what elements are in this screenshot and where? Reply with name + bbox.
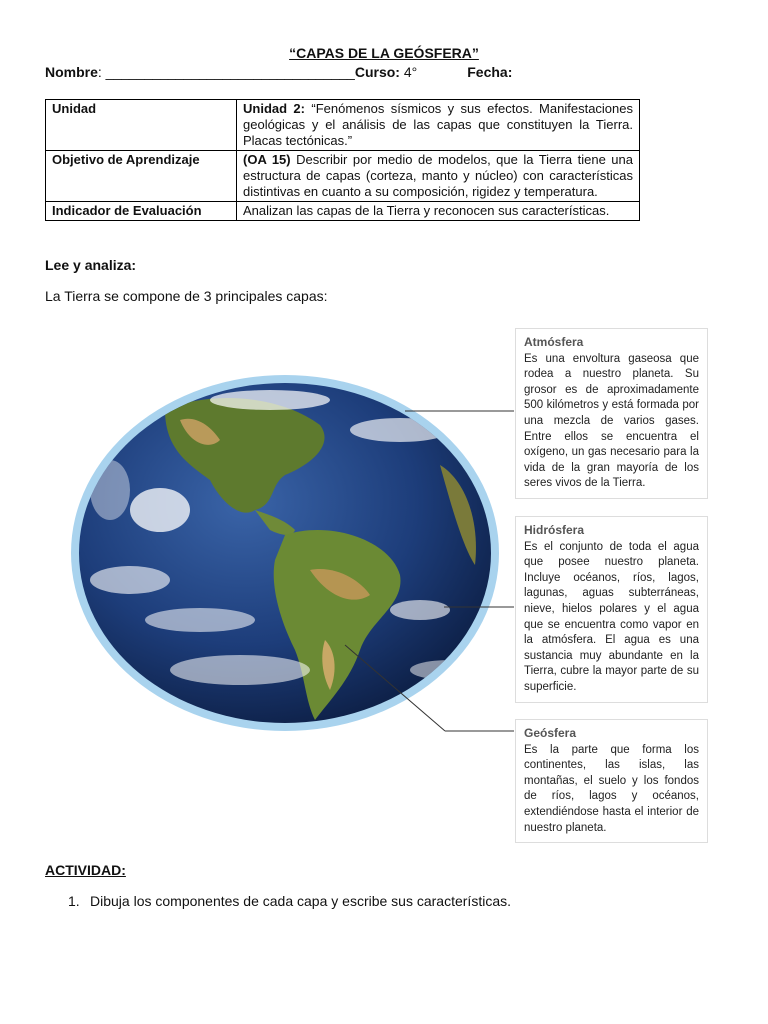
row-value-bold: Unidad 2: [243, 101, 305, 116]
task-number: 1. [68, 893, 80, 909]
lee-heading: Lee y analiza: [45, 257, 137, 273]
student-info-line [45, 64, 512, 80]
fecha-label: Fecha: [467, 64, 513, 80]
layer-title: Geósfera [524, 726, 577, 740]
table-row [46, 151, 640, 202]
row-value-text: “Fenómenos sísmicos y sus efectos. Manifestaciones geológicas y el análisis de las capas que constituyen la Tierra. Placas tectónicas.” [243, 101, 633, 148]
geosfera-box [515, 719, 708, 843]
layer-description: Es el conjunto de toda el agua que posee nuestro planeta. Incluye océanos, ríos, lagos, lagunas, aguas subterráneas, nieve, hielos polares y el agua que se encuentra como vapor en la atmósfera. El agua es una sustancia muy abundante en la Tierra, cubre la mayor parte de su superficie. [524, 540, 699, 693]
curso-value: 4° [399, 64, 418, 80]
row-key: Unidad [46, 100, 237, 151]
info-table [45, 99, 640, 221]
layer-title: Atmósfera [524, 335, 584, 349]
task-item [68, 893, 511, 909]
task-text: Dibuja los componentes de cada capa y escribe sus características. [90, 893, 511, 909]
actividad-heading: ACTIVIDAD: [45, 862, 126, 878]
row-value [237, 151, 640, 202]
row-value-text: Analizan las capas de la Tierra y reconocen sus características. [243, 203, 610, 218]
row-key: Indicador de Evaluación [46, 202, 237, 221]
nombre-label: Nombre [45, 64, 98, 80]
page-title: “CAPAS DE LA GEÓSFERA” [289, 45, 479, 61]
earth-illustration [70, 370, 500, 735]
row-value [237, 100, 640, 151]
table-row [46, 202, 640, 221]
row-key: Objetivo de Aprendizaje [46, 151, 237, 202]
layer-title: Hidrósfera [524, 523, 585, 537]
layer-description: Es la parte que forma los continentes, las islas, las montañas, el suelo y los fondos de ríos, lagos y océanos, extendiéndose hasta el interior de nuestro planeta. [524, 743, 699, 834]
table-row [46, 100, 640, 151]
curso-label: Curso: [354, 64, 400, 80]
row-value-bold: (OA 15) [243, 152, 291, 167]
nombre-blank: : ________________________________ [97, 64, 355, 80]
intro-text: La Tierra se compone de 3 principales capas: [45, 288, 328, 304]
atmosfera-box [515, 328, 708, 499]
earth-globe-icon [70, 370, 500, 735]
row-value-text: Describir por medio de modelos, que la Tierra tiene una estructura de capas (corteza, manto y núcleo) con características distintivas en cuanto a su composición, rigidez y temperatura. [243, 152, 633, 199]
hidrosfera-box [515, 516, 708, 703]
row-value [237, 202, 640, 221]
layer-description: Es una envoltura gaseosa que rodea a nuestro planeta. Su grosor es de aproximadamente 500 kilómetros y está formada por una mezcla de varios gases. Entre ellos se encuentra el oxígeno, un gas necesario para la vida de la gran mayoría de los seres vivos de la Tierra. [524, 352, 699, 490]
